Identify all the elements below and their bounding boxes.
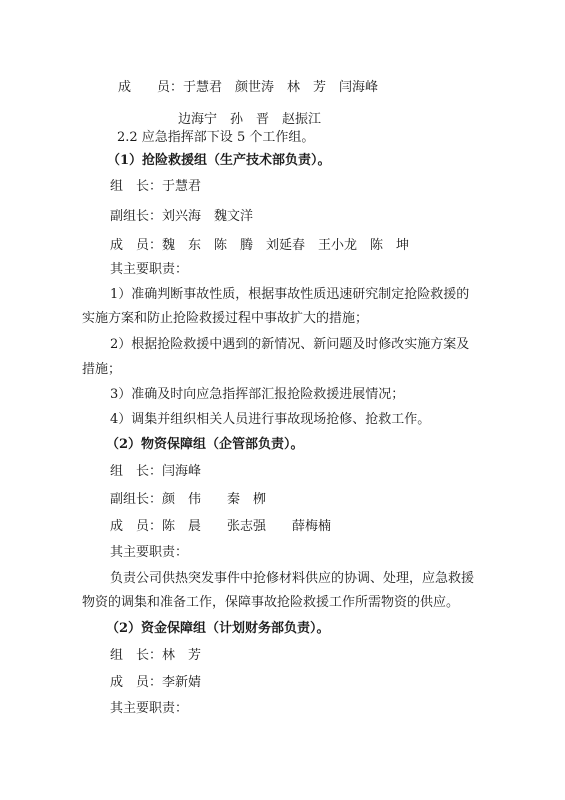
- members-label: 成 员：: [118, 80, 184, 95]
- members-names: 于慧君 颜世涛 林 芳 闫海峰: [183, 80, 379, 95]
- group1-duty-line: 实施方案和防止抢险救援过程中事故扩大的措施；: [82, 311, 369, 326]
- group3-leader: 组 长：林 芳: [110, 648, 202, 663]
- members-line-2: 边海宁 孙 晋 赵振江: [178, 112, 322, 127]
- group1-title: （1）抢险救援组（生产技术部负责）。: [107, 153, 331, 168]
- group3-title: （2）资金保障组（计划财务部负责）。: [106, 621, 330, 636]
- group1-members: 成 员：魏 东 陈 腾 刘延春 王小龙 陈 坤: [110, 238, 410, 253]
- group2-duties-label: 其主要职责：: [110, 545, 189, 560]
- group1-deputy: 副组长：刘兴海 魏文洋: [110, 209, 254, 224]
- group2-duty-line: 负责公司供热突发事件中抢修材料供应的协调、处理，应急救援: [110, 571, 475, 586]
- group2-deputy: 副组长：颜 伟 秦 栁: [110, 492, 267, 507]
- group1-duty-line: 1）准确判断事故性质，根据事故性质迅速研究制定抢险救援的: [110, 287, 470, 302]
- group2-leader: 组 长：闫海峰: [110, 464, 202, 479]
- group1-duty-line: 2）根据抢险救援中遇到的新情况、新问题及时修改实施方案及: [110, 337, 470, 352]
- group1-duty-line: 3）准确及时向应急指挥部汇报抢险救援进展情况；: [110, 387, 405, 402]
- group1-duty-line: 4）调集并组织相关人员进行事故现场抢修、抢救工作。: [110, 412, 431, 427]
- group2-title: （2）物资保障组（企管部负责）。: [106, 437, 304, 452]
- group3-members: 成 员：李新婧: [110, 675, 202, 690]
- members-line-1: [118, 79, 378, 97]
- intro-text: 2.2 应急指挥部下设 5 个工作组。: [117, 130, 315, 145]
- group1-leader: 组 长：于慧君: [110, 179, 202, 194]
- group1-duties-label: 其主要职责：: [110, 262, 189, 277]
- group3-duties-label: 其主要职责：: [110, 701, 189, 716]
- group2-duty-line: 物资的调集和准备工作，保障事故抢险救援工作所需物资的供应。: [82, 595, 460, 610]
- group2-members: 成 员：陈 晨 张志强 薛梅楠: [110, 519, 332, 534]
- group1-duty-line: 措施；: [82, 362, 122, 377]
